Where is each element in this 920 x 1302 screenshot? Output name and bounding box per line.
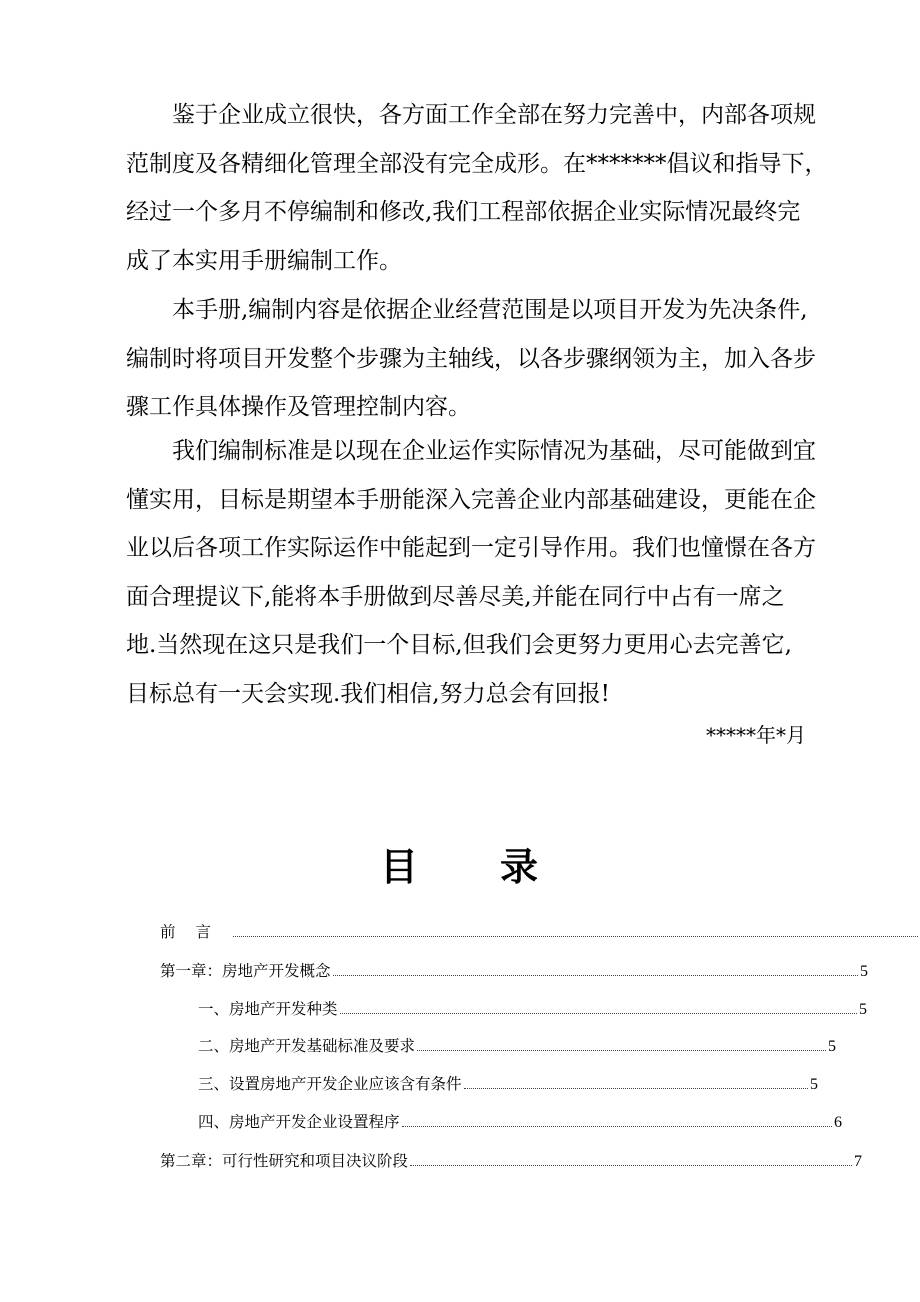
- text-line: 业以后各项工作实际运作中能起到一定引导作用。我们也憧憬在各方: [126, 535, 816, 561]
- dot-leader: [402, 1125, 832, 1127]
- text-line: 本手册,编制内容是依据企业经营范围是以项目开发为先决条件,: [172, 297, 808, 323]
- text-line: 地.当然现在这只是我们一个目标,但我们会更努力更用心去完善它,: [126, 632, 792, 658]
- dot-leader: [417, 1049, 826, 1051]
- toc-entry-label: 四、房地产开发企业设置程序: [198, 1113, 400, 1131]
- toc-entry[interactable]: [198, 995, 867, 1019]
- dot-leader: [464, 1087, 808, 1089]
- text-line: 经过一个多月不停编制和修改,我们工程部依据企业实际情况最终完: [126, 199, 801, 225]
- toc-entry-label: 前言: [160, 923, 232, 941]
- dot-leader: [410, 1164, 852, 1166]
- text-line: 我们编制标准是以现在企业运作实际情况为基础，尽可能做到宜: [172, 438, 816, 464]
- toc-entry-label: 二、房地产开发基础标准及要求: [198, 1037, 416, 1055]
- toc-entry[interactable]: [160, 957, 868, 981]
- text-line: 范制度及各精细化管理全部没有完全成形。在*******倡议和指导下，: [126, 150, 828, 177]
- toc-entry[interactable]: [198, 1032, 836, 1056]
- preface-paragraph-1: [126, 91, 828, 285]
- toc-entry-page: 5: [810, 1076, 818, 1093]
- text-line: 面合理提议下,能将本手册做到尽善尽美,并能在同行中占有一席之: [126, 583, 785, 610]
- toc-entry-page: 6: [834, 1114, 842, 1131]
- toc-entry-page: 5: [828, 1038, 836, 1055]
- text-line: 骤工作具体操作及管理控制内容。: [126, 394, 471, 420]
- toc-entry-page: 5: [860, 963, 868, 980]
- toc-entry-label: 第二章：可行性研究和项目决议阶段: [160, 1152, 409, 1170]
- toc-entry-page: 7: [854, 1153, 862, 1170]
- toc-entry[interactable]: [160, 918, 920, 942]
- text-line: 编制时将项目开发整个步骤为主轴线，以各步骤纲领为主，加入各步: [126, 345, 816, 372]
- text-line: 鉴于企业成立很快，各方面工作全部在努力完善中，内部各项规: [172, 102, 816, 128]
- toc-entry[interactable]: [198, 1108, 842, 1132]
- dot-leader: [233, 935, 918, 937]
- toc-entry-label: 三、设置房地产开发企业应该含有条件: [198, 1075, 462, 1093]
- toc-entry[interactable]: [160, 1147, 862, 1171]
- toc-title: 目录: [380, 845, 621, 889]
- date-signature: *****年*月: [706, 723, 806, 747]
- toc-entry-page: 5: [859, 1001, 867, 1018]
- text-line: 目标总有一天会实现.我们相信,努力总会有回报!: [126, 680, 610, 707]
- preface-paragraph-2: [126, 286, 818, 432]
- toc-entry-label: 第一章：房地产开发概念: [160, 962, 331, 980]
- text-line: 成了本实用手册编制工作。: [126, 247, 402, 274]
- preface-paragraph-3: [126, 427, 818, 718]
- toc-entry-label: 一、房地产开发种类: [198, 1000, 338, 1018]
- toc-entry[interactable]: [198, 1070, 818, 1094]
- dot-leader: [340, 1012, 857, 1014]
- dot-leader: [333, 974, 858, 976]
- text-line: 懂实用，目标是期望本手册能深入完善企业内部基础建设，更能在企: [126, 486, 816, 513]
